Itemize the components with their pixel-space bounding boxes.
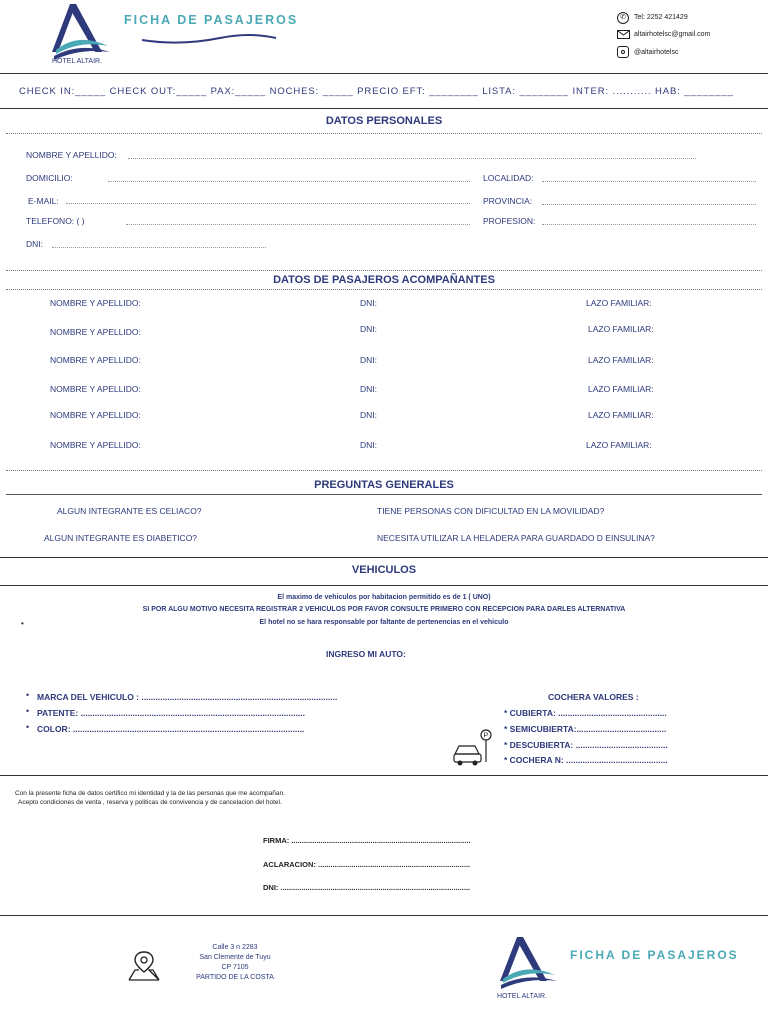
companion-dni-label: DNI: <box>360 440 377 450</box>
nombre-field[interactable] <box>128 158 696 159</box>
companion-dni-label: DNI: <box>360 324 377 334</box>
companion-name-label: NOMBRE Y APELLIDO: <box>50 298 141 308</box>
certification-line1: Con la presente ficha de datos certifico mi identidad y la de las personas que me acompañan. <box>15 790 285 797</box>
footer-address-city: San Clemente de Tuyu <box>199 954 271 961</box>
cochera-title: COCHERA VALORES : <box>548 692 639 702</box>
companion-dni-label: DNI: <box>360 410 377 420</box>
telefono-field[interactable] <box>126 224 470 225</box>
personal-end-divider <box>6 270 762 271</box>
vehicles-end-divider <box>0 775 768 776</box>
domicilio-label: DOMICILIO: <box>26 173 73 183</box>
companion-name-label: NOMBRE Y APELLIDO: <box>50 355 141 365</box>
color-field[interactable]: COLOR: .................................................................................................. <box>37 724 305 734</box>
phone-icon: ✆ <box>617 12 629 24</box>
companion-name-label: NOMBRE Y APELLIDO: <box>50 327 141 337</box>
companion-lazo-label: LAZO FAMILIAR: <box>586 440 652 450</box>
telefono-label: TELEFONO: ( ) <box>26 216 85 226</box>
bullet-icon: • <box>26 690 30 700</box>
companion-lazo-label: LAZO FAMILIAR: <box>588 324 654 334</box>
question-heladera: NECESITA UTILIZAR LA HELADERA PARA GUARDADO D EINSULINA? <box>377 533 655 543</box>
email-label: E-MAIL: <box>28 196 59 206</box>
mail-icon <box>617 30 630 39</box>
companion-name-label: NOMBRE Y APELLIDO: <box>50 384 141 394</box>
header-divider <box>0 73 768 74</box>
dni-field[interactable] <box>52 247 266 248</box>
companion-lazo-label: LAZO FAMILIAR: <box>588 355 654 365</box>
companion-name-label: NOMBRE Y APELLIDO: <box>50 410 141 420</box>
personal-section-title: DATOS PERSONALES <box>325 115 443 127</box>
questions-divider <box>6 494 762 495</box>
companion-lazo-label: LAZO FAMILIAR: <box>588 384 654 394</box>
companion-lazo-label: LAZO FAMILIAR: <box>586 298 652 308</box>
localidad-field[interactable] <box>542 181 756 182</box>
altair-logo-icon <box>497 935 559 993</box>
footer-address-partido: PARTIDO DE LA COSTA <box>196 974 274 981</box>
footer-address-street: Calle 3 n 2283 <box>212 944 258 951</box>
bullet-icon: • <box>26 706 30 716</box>
header-hotel-name: HOTEL ALTAIR. <box>52 58 103 65</box>
firma-field[interactable]: FIRMA: ...................................................................................... <box>263 836 471 845</box>
companion-dni-label: DNI: <box>360 355 377 365</box>
personal-divider <box>6 133 762 134</box>
question-celiaco: ALGUN INTEGRANTE ES CELIACO? <box>57 506 202 516</box>
marca-field[interactable]: MARCA DEL VEHICULO : ................................................................................... <box>37 692 338 702</box>
cochera-numero[interactable]: * COCHERA N: ........................................... <box>504 755 668 765</box>
email-field[interactable] <box>66 203 470 204</box>
stay-info-row: CHECK IN:_____ CHECK OUT:_____ PAX:_____ NOCHES: _____ PRECIO EFT: ________ LISTA: ________ INTER: ........... HAB: ________ <box>19 86 734 97</box>
companion-dni-label: DNI: <box>360 384 377 394</box>
header-email: altairhotelsc@gmail.com <box>634 31 711 38</box>
companion-lazo-label: LAZO FAMILIAR: <box>588 410 654 420</box>
vehicles-note-max: El maximo de vehiculos por habitacion permitido es de 1 ( UNO) <box>277 594 491 601</box>
domicilio-field[interactable] <box>108 181 470 182</box>
companion-name-label: NOMBRE Y APELLIDO: <box>50 440 141 450</box>
companion-dni-label: DNI: <box>360 298 377 308</box>
questions-end-divider <box>0 557 768 558</box>
ingreso-auto-label: INGRESO MI AUTO: <box>326 649 406 659</box>
bullet-icon: • <box>21 619 24 628</box>
footer-hotel-name: HOTEL ALTAIR. <box>497 993 548 1000</box>
instagram-icon <box>617 46 629 58</box>
footer-address-cp: CP 7105 <box>221 964 249 971</box>
stay-divider <box>0 108 768 109</box>
certification-line2: Acepto condiciones de venta , reserva y politicas de convivencia y de cancelacion del hotel. <box>18 799 282 806</box>
svg-text:P: P <box>483 732 489 740</box>
localidad-label: LOCALIDAD: <box>483 173 534 183</box>
header-title: FICHA DE PASAJEROS <box>124 13 299 27</box>
companions-end-divider <box>6 470 762 471</box>
parking-car-icon <box>452 728 494 768</box>
vehicles-divider <box>0 585 768 586</box>
header-phone: Tel: 2252 421429 <box>634 14 688 21</box>
vehicles-note-two: SI POR ALGU MOTIVO NECESITA REGISTRAR 2 VEHICULOS POR FAVOR CONSULTE PRIMERO CON RECEPCION PARA DARLES ALTERNATIVA <box>142 606 626 613</box>
footer-logo <box>497 935 559 993</box>
provincia-label: PROVINCIA: <box>483 196 533 206</box>
patente-field[interactable]: PATENTE: ............................................................................................... <box>37 708 305 718</box>
question-movilidad: TIENE PERSONAS CON DIFICULTAD EN LA MOVILIDAD? <box>377 506 605 516</box>
cochera-semicubierta[interactable]: * SEMICUBIERTA:...................................... <box>504 724 667 734</box>
location-map-icon <box>127 950 161 982</box>
signature-dni-field[interactable]: DNI: ........................................................................................... <box>263 883 471 892</box>
vehicles-note-responsibility: El hotel no se hara responsable por faltante de pertenencias en el vehiculo <box>259 619 509 626</box>
questions-section-title: PREGUNTAS GENERALES <box>314 479 454 491</box>
question-diabetico: ALGUN INTEGRANTE ES DIABETICO? <box>44 533 198 543</box>
profesion-label: PROFESION: <box>483 216 536 226</box>
nombre-label: NOMBRE Y APELLIDO: <box>26 150 117 160</box>
provincia-field[interactable] <box>542 204 756 205</box>
companions-section-title: DATOS DE PASAJEROS ACOMPAÑANTES <box>273 274 495 286</box>
footer-title: FICHA DE PASAJEROS <box>570 948 739 962</box>
aclaracion-field[interactable]: ACLARACION: ......................................................................... <box>263 860 471 869</box>
cochera-cubierta[interactable]: * CUBIERTA: .............................................. <box>504 708 667 718</box>
header-swoosh-icon <box>140 32 280 46</box>
bullet-icon: • <box>26 722 30 732</box>
vehicles-section-title: VEHICULOS <box>351 564 417 576</box>
dni-label: DNI: <box>26 239 43 249</box>
footer-divider <box>0 915 768 916</box>
cochera-descubierta[interactable]: * DESCUBIERTA: ....................................... <box>504 740 668 750</box>
header-instagram: @altairhotelsc <box>634 49 679 56</box>
companions-divider <box>6 289 762 290</box>
profesion-field[interactable] <box>542 224 756 225</box>
